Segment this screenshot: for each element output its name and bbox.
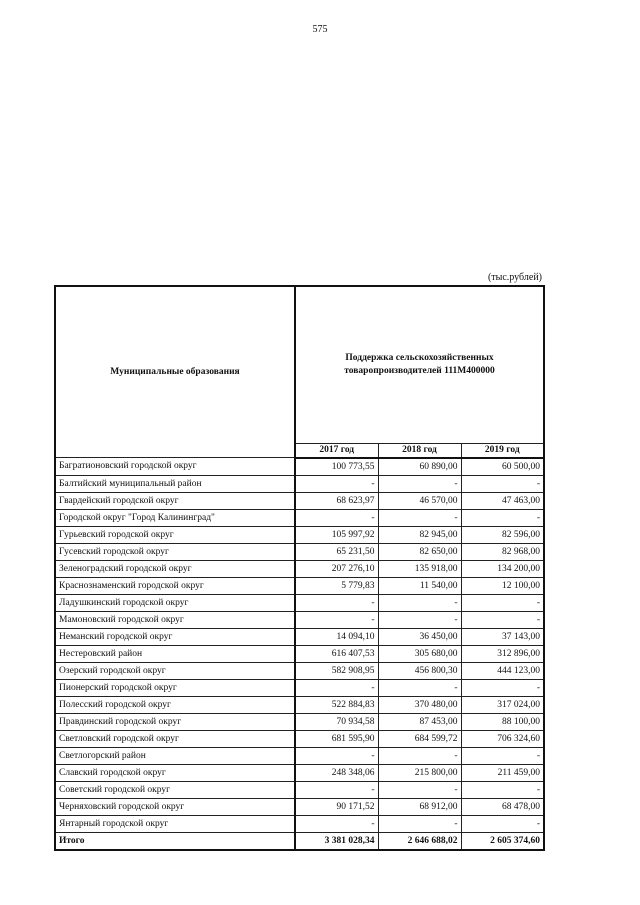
value-2018: - (378, 594, 461, 611)
total-2018: 2 646 688,02 (378, 832, 461, 850)
municipality-name: Светловский городской округ (55, 730, 295, 747)
value-2017: 5 779,83 (295, 577, 378, 594)
municipality-name: Балтийский муниципальный район (55, 475, 295, 492)
total-row (55, 832, 544, 850)
value-2017: 582 908,95 (295, 662, 378, 679)
value-2018: - (378, 781, 461, 798)
value-2017: - (295, 509, 378, 526)
value-2019: 88 100,00 (461, 713, 544, 730)
table-row (55, 594, 544, 611)
municipality-name: Советский городской округ (55, 781, 295, 798)
value-2019: - (461, 611, 544, 628)
value-2017: 100 773,55 (295, 458, 378, 476)
value-2018: - (378, 509, 461, 526)
header-year-2019: 2019 год (461, 443, 544, 457)
value-2017: 681 595,90 (295, 730, 378, 747)
header-year-2017: 2017 год (295, 443, 378, 457)
value-2019: - (461, 594, 544, 611)
value-2018: - (378, 475, 461, 492)
header-year-2018: 2018 год (378, 443, 461, 457)
value-2018: 135 918,00 (378, 560, 461, 577)
value-2018: 370 480,00 (378, 696, 461, 713)
table-row (55, 679, 544, 696)
value-2017: - (295, 475, 378, 492)
table-row (55, 628, 544, 645)
table-row (55, 492, 544, 509)
municipality-name: Ладушкинский городской округ (55, 594, 295, 611)
table-row (55, 509, 544, 526)
value-2018: 87 453,00 (378, 713, 461, 730)
municipality-name: Озерский городской округ (55, 662, 295, 679)
total-label: Итого (55, 832, 295, 850)
table-row (55, 798, 544, 815)
value-2018: - (378, 815, 461, 832)
table-body (55, 458, 544, 833)
value-2019: 706 324,60 (461, 730, 544, 747)
value-2017: 65 231,50 (295, 543, 378, 560)
header-municipality: Муниципальные образования (55, 286, 295, 458)
value-2019: 317 024,00 (461, 696, 544, 713)
value-2019: 312 896,00 (461, 645, 544, 662)
value-2018: 60 890,00 (378, 458, 461, 476)
municipality-name: Нестеровский район (55, 645, 295, 662)
municipality-name: Славский городской округ (55, 764, 295, 781)
value-2017: - (295, 679, 378, 696)
municipality-name: Багратионовский городской округ (55, 458, 295, 476)
value-2018: 82 945,00 (378, 526, 461, 543)
budget-table (54, 285, 545, 851)
table-row (55, 730, 544, 747)
value-2017: 248 348,06 (295, 764, 378, 781)
municipality-name: Мамоновский городской округ (55, 611, 295, 628)
value-2018: 46 570,00 (378, 492, 461, 509)
municipality-name: Пионерский городской округ (55, 679, 295, 696)
total-2017: 3 381 028,34 (295, 832, 378, 850)
value-2018: 684 599,72 (378, 730, 461, 747)
value-2017: 68 623,97 (295, 492, 378, 509)
table-row (55, 764, 544, 781)
value-2018: 305 680,00 (378, 645, 461, 662)
units-label: (тыс.рублей) (487, 272, 542, 283)
value-2019: 68 478,00 (461, 798, 544, 815)
value-2017: 14 094,10 (295, 628, 378, 645)
total-2019: 2 605 374,60 (461, 832, 544, 850)
municipality-name: Гвардейский городской округ (55, 492, 295, 509)
municipality-name: Янтарный городской округ (55, 815, 295, 832)
table-row (55, 577, 544, 594)
municipality-name: Гусевский городской округ (55, 543, 295, 560)
value-2018: 456 800,30 (378, 662, 461, 679)
value-2019: - (461, 679, 544, 696)
value-2019: 37 143,00 (461, 628, 544, 645)
municipality-name: Светлогорский район (55, 747, 295, 764)
table-row (55, 645, 544, 662)
table-row (55, 611, 544, 628)
value-2017: - (295, 815, 378, 832)
value-2018: 36 450,00 (378, 628, 461, 645)
value-2017: 522 884,83 (295, 696, 378, 713)
value-2019: 60 500,00 (461, 458, 544, 476)
value-2017: 90 171,52 (295, 798, 378, 815)
header-program: Поддержка сельскохозяйственных товаропроизводителей 111М400000 (295, 286, 544, 443)
value-2017: 207 276,10 (295, 560, 378, 577)
value-2019: 12 100,00 (461, 577, 544, 594)
municipality-name: Правдинский городской округ (55, 713, 295, 730)
page-number: 575 (312, 24, 328, 35)
value-2017: - (295, 747, 378, 764)
table-row (55, 475, 544, 492)
value-2018: 11 540,00 (378, 577, 461, 594)
value-2019: 134 200,00 (461, 560, 544, 577)
municipality-name: Зеленоградский городской округ (55, 560, 295, 577)
value-2019: 211 459,00 (461, 764, 544, 781)
value-2019: 82 596,00 (461, 526, 544, 543)
value-2019: - (461, 509, 544, 526)
value-2017: 616 407,53 (295, 645, 378, 662)
value-2019: - (461, 815, 544, 832)
value-2018: 82 650,00 (378, 543, 461, 560)
value-2019: 444 123,00 (461, 662, 544, 679)
municipality-name: Черняховский городской округ (55, 798, 295, 815)
value-2018: 68 912,00 (378, 798, 461, 815)
value-2017: - (295, 781, 378, 798)
table-row (55, 560, 544, 577)
municipality-name: Городской округ "Город Калининград" (55, 509, 295, 526)
value-2019: 47 463,00 (461, 492, 544, 509)
municipality-name: Гурьевский городской округ (55, 526, 295, 543)
table-row (55, 543, 544, 560)
municipality-name: Полесский городской округ (55, 696, 295, 713)
value-2017: 70 934,58 (295, 713, 378, 730)
value-2018: - (378, 611, 461, 628)
value-2018: - (378, 679, 461, 696)
municipality-name: Краснознаменский городской округ (55, 577, 295, 594)
table-row (55, 747, 544, 764)
value-2018: - (378, 747, 461, 764)
value-2019: - (461, 781, 544, 798)
value-2017: - (295, 594, 378, 611)
table-row (55, 662, 544, 679)
value-2019: - (461, 475, 544, 492)
value-2017: 105 997,92 (295, 526, 378, 543)
value-2019: - (461, 747, 544, 764)
value-2019: 82 968,00 (461, 543, 544, 560)
table-row (55, 781, 544, 798)
table-row (55, 713, 544, 730)
table-row (55, 458, 544, 476)
municipality-name: Неманский городской округ (55, 628, 295, 645)
value-2018: 215 800,00 (378, 764, 461, 781)
table-row (55, 526, 544, 543)
table-row (55, 696, 544, 713)
table-row (55, 815, 544, 832)
value-2017: - (295, 611, 378, 628)
